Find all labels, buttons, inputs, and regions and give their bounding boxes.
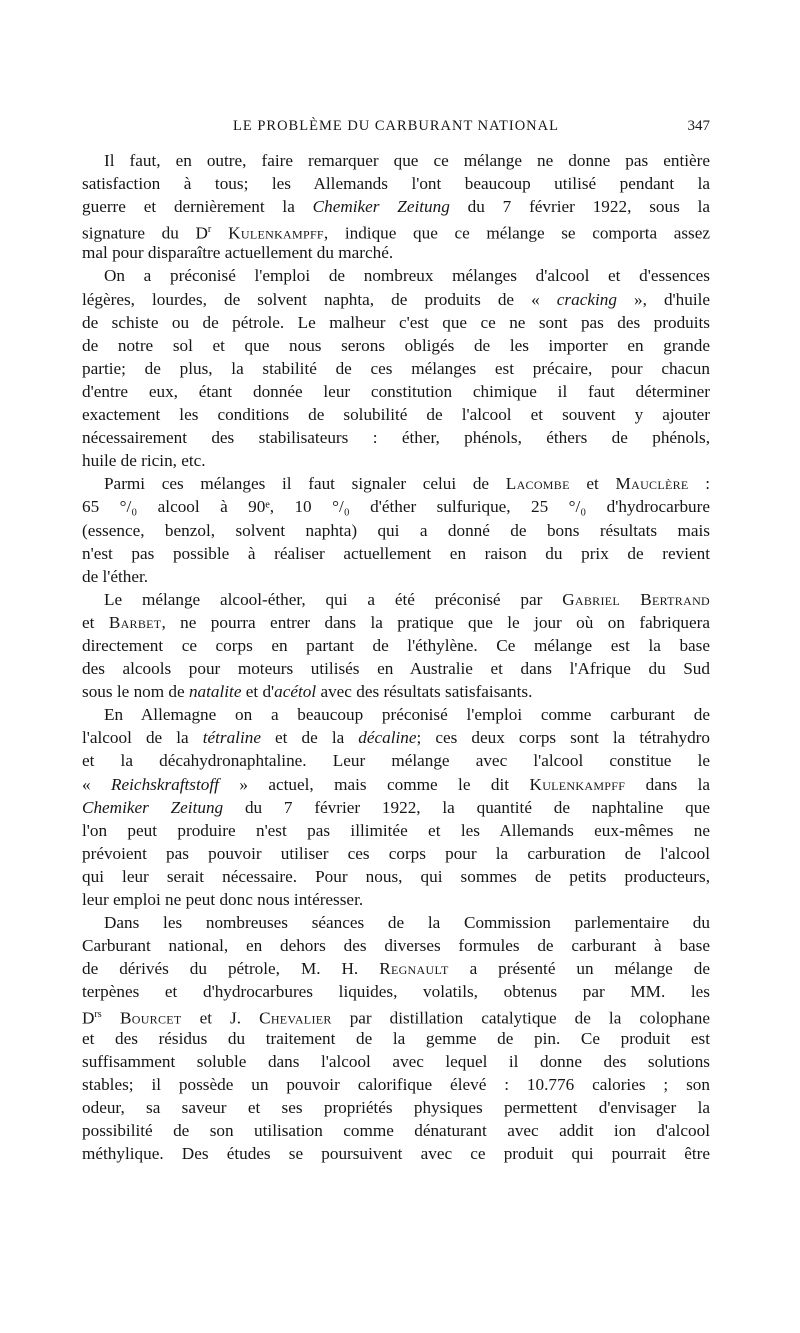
text-line: Chemiker Zeitung du 7 février 1922, la quantité de naphtaline que xyxy=(82,797,710,817)
body-text xyxy=(82,149,710,1165)
text-line: directement ce corps en partant de l'éthylène. Ce mélange est la base xyxy=(82,635,710,655)
author-name: Chevalier xyxy=(259,1009,332,1029)
text-line: satisfaction à tous; les Allemands l'ont beaucoup utilisé pendant la xyxy=(82,174,710,194)
author-name: Mauclère xyxy=(615,474,689,494)
text-line: possibilité de son utilisation comme dénaturant avec addit ion d'alcool xyxy=(82,1120,710,1140)
author-name: Kulenkampff xyxy=(211,224,324,244)
text-line: qui leur serait nécessaire. Pour nous, qui sommes de petits producteurs, xyxy=(82,866,710,886)
text-line: nécessairement des stabilisateurs : éther, phénols, éthers de phénols, xyxy=(82,428,710,448)
text-line: partie; de plus, la stabilité de ces mélanges est précaire, pour chacun xyxy=(82,358,710,378)
text-line: de l'éther. xyxy=(82,566,149,586)
text-line: « Reichskraftstoff » actuel, mais comme le dit Kulenkampff dans la xyxy=(82,774,710,794)
page-header xyxy=(82,116,710,138)
text-line: Il faut, en outre, faire remarquer que ce mélange ne donne pas entière xyxy=(104,151,710,170)
running-title: LE PROBLÈME DU CARBURANT NATIONAL xyxy=(233,118,559,134)
text-line: (essence, benzol, solvent naphta) qui a donné de bons résultats mais xyxy=(82,520,710,540)
author-name: Barbet xyxy=(108,612,162,632)
author-name: Lacombe xyxy=(505,474,570,494)
text-line: mal pour disparaître actuellement du marché. xyxy=(82,243,394,263)
text-line: On a préconisé l'emploi de nombreux mélanges d'alcool et d'essences xyxy=(104,266,710,286)
author-name: Kulenkampff xyxy=(529,774,626,794)
author-name: Bourcet xyxy=(101,1009,182,1029)
text-line: prévoient pas pouvoir utiliser ces corps pour la carburation de l'alcool xyxy=(82,843,710,863)
text-line: de schiste ou de pétrole. Le malheur c'est que ce ne sont pas des produits xyxy=(82,312,710,332)
text-line: exactement les conditions de solubilité de l'alcool et souvent y ajouter xyxy=(82,405,710,425)
text-line: guerre et dernièrement la Chemiker Zeitung du 7 février 1922, sous la xyxy=(82,197,710,217)
text-line: de dérivés du pétrole, M. H. Regnault a présenté un mélange de xyxy=(82,959,710,979)
author-name: Gabriel Bertrand xyxy=(562,589,710,609)
text-line: Parmi ces mélanges il faut signaler celui de Lacombe et Mauclère : xyxy=(104,474,710,494)
text-line: Dans les nombreuses séances de la Commission parlementaire du xyxy=(104,913,710,933)
text-line: En Allemagne on a beaucoup préconisé l'emploi comme carburant de xyxy=(104,705,710,725)
author-name: Regnault xyxy=(379,959,449,979)
text-line: 65 °/₀ alcool à 90ᵉ, 10 °/₀ d'éther sulfurique, 25 °/₀ d'hydrocarbure xyxy=(82,497,710,517)
text-line: leur emploi ne peut donc nous intéresser. xyxy=(82,890,364,909)
text-line: méthylique. Des études se poursuivent avec ce produit qui pourrait être xyxy=(82,1144,710,1164)
text-line: terpènes et d'hydrocarbures liquides, volatils, obtenus par MM. les xyxy=(82,982,710,1002)
text-line: l'on peut produire n'est pas illimitée et les Allemands eux-mêmes ne xyxy=(82,820,710,840)
text-line: des alcools pour moteurs utilisés en Australie et dans l'Afrique du Sud xyxy=(82,659,710,679)
text-line: légères, lourdes, de solvent naphta, de produits de « cracking », d'huile xyxy=(82,289,710,309)
text-line: suffisamment soluble dans l'alcool avec lequel il donne des solutions xyxy=(82,1051,710,1071)
periodical-title: Chemiker Zeitung xyxy=(82,797,224,817)
text-line: l'alcool de la tétraline et de la décaline; ces deux corps sont la tétrahydro xyxy=(82,728,711,748)
periodical-title: Chemiker Zeitung xyxy=(312,197,450,217)
text-line: sous le nom de natalite et d'acétol avec des résultats satisfaisants. xyxy=(82,682,533,702)
text-line: de notre sol et que nous serons obligés de les importer en grande xyxy=(82,335,710,355)
text-line: et Barbet, ne pourra entrer dans la pratique que le jour où on fabriquera xyxy=(82,612,710,632)
page-number: 347 xyxy=(687,118,710,134)
text-line: d'entre eux, étant donnée leur constitution chimique il faut déterminer xyxy=(82,381,710,401)
text-line: et la décahydronaphtaline. Leur mélange avec l'alcool constitue le xyxy=(82,751,710,771)
text-line: Carburant national, en dehors des diverses formules de carburant à base xyxy=(82,936,710,956)
text-line: signature du $D^r$ Kulenkampff, indique que ce mélange se comporta assez xyxy=(82,224,710,244)
text-line: et des résidus du traitement de la gemme de pin. Ce produit est xyxy=(82,1028,710,1048)
text-line: $D^{rs}$ Bourcet et J. Chevalier par distillation catalytique de la colophane xyxy=(82,1009,711,1029)
text-line: stables; il possède un pouvoir calorifique élevé : 10.776 calories ; son xyxy=(82,1074,710,1094)
text-line: huile de ricin, etc. xyxy=(82,451,206,471)
text-line: Le mélange alcool-éther, qui a été préconisé par Gabriel Bertrand xyxy=(104,589,710,609)
text-line: n'est pas possible à réaliser actuellement en raison du prix de revient xyxy=(82,543,710,563)
text-line: odeur, sa saveur et ses propriétés physiques permettent d'envisager la xyxy=(82,1097,710,1117)
